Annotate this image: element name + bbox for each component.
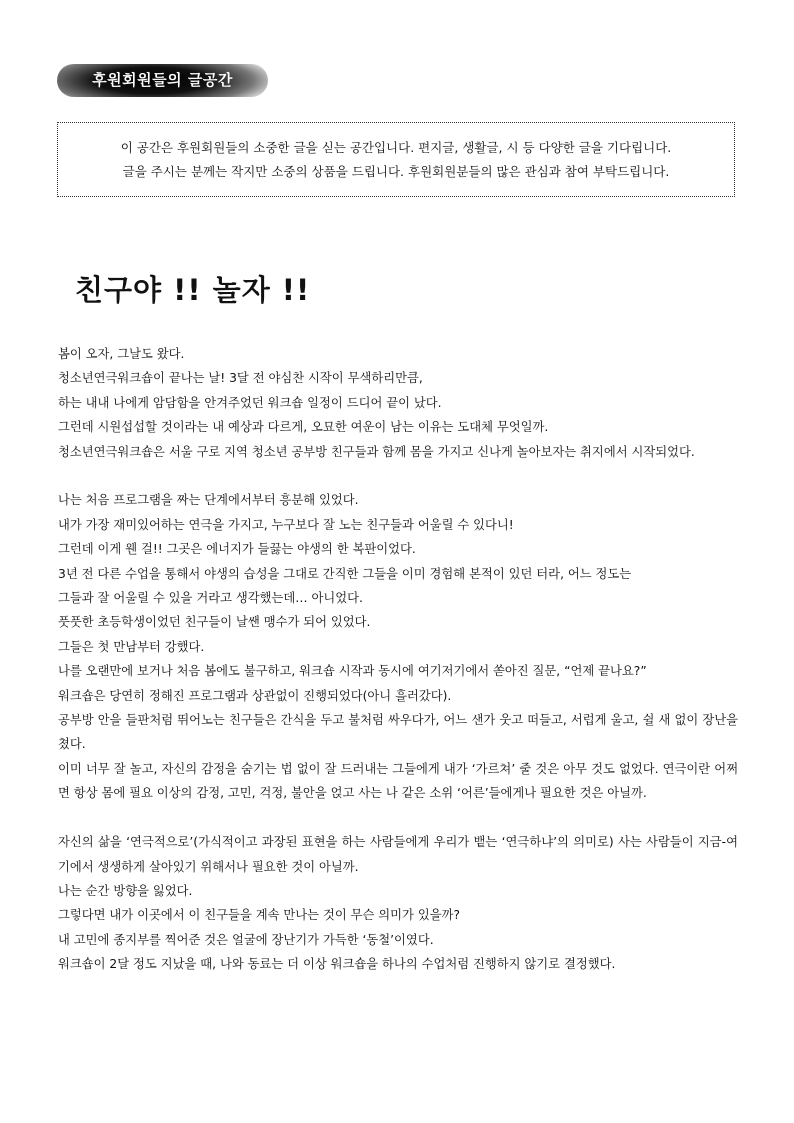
body-line: 그들과 잘 어울릴 수 있을 거라고 생각했는데… 아니었다. bbox=[58, 591, 363, 606]
section-title-badge: 후원회원들의 글공간 bbox=[57, 64, 268, 97]
body-line: 워크숍이 2달 정도 지났을 때, 나와 동료는 더 이상 워크숍을 하나의 수업처럼 진행하지 않기로 결정했다. bbox=[58, 957, 616, 972]
body-line: 풋풋한 초등학생이었던 친구들이 날쌘 맹수가 되어 있었다. bbox=[58, 615, 371, 630]
body-line: 나를 오랜만에 보거나 처음 봄에도 불구하고, 워크숍 시작과 동시에 여기저기에서 쏟아진 질문, “언제 끝나요?” bbox=[58, 664, 647, 679]
article-body bbox=[58, 342, 738, 977]
body-line: 자신의 삶을 ‘연극적으로’(가식적이고 과장된 표현을 하는 사람들에게 우리가 뱉는 ‘연극하냐’의 의미로) 사는 사람들이 지금-여기에서 생생하게 살아있기 위해서나 필요한 것이 아닐까. bbox=[58, 835, 738, 874]
body-line: 내 고민에 종지부를 찍어준 것은 얼굴에 장난기가 가득한 ‘동철’이였다. bbox=[58, 932, 434, 947]
intro-box bbox=[57, 122, 735, 197]
body-line: 워크숍은 당연히 정해진 프로그램과 상관없이 진행되었다(아니 흘러갔다). bbox=[58, 688, 452, 703]
body-line: 그런데 시원섭섭할 것이라는 내 예상과 다르게, 오묘한 여운이 남는 이유는 도대체 무엇일까. bbox=[58, 420, 549, 435]
body-line: 나는 처음 프로그램을 짜는 단계에서부터 흥분해 있었다. bbox=[58, 493, 359, 508]
body-line: 봄이 오자, 그날도 왔다. bbox=[58, 347, 185, 361]
body-line: 그렇다면 내가 이곳에서 이 친구들을 계속 만나는 것이 무슨 의미가 있을까? bbox=[58, 908, 460, 923]
article-title: 친구야 !! 놀자 !! bbox=[75, 273, 311, 307]
body-line: 하는 내내 나에게 암담함을 안겨주었던 워크숍 일정이 드디어 끝이 났다. bbox=[58, 395, 442, 410]
intro-line: 글을 주시는 분께는 작지만 소중의 상품을 드립니다. 후원회원분들의 많은 관심과 참여 부탁드립니다. bbox=[122, 164, 670, 179]
paragraph-gap bbox=[58, 806, 738, 830]
body-line: 나는 순간 방향을 잃었다. bbox=[58, 883, 193, 898]
body-line: 3년 전 다른 수업을 통해서 야생의 습성을 그대로 간직한 그들을 이미 경험해 본적이 있던 터라, 어느 정도는 bbox=[58, 566, 632, 581]
body-line: 내가 가장 재미있어하는 연극을 가지고, 누구보다 잘 노는 친구들과 어울릴 수 있다니! bbox=[58, 517, 514, 532]
body-line: 이미 너무 잘 놀고, 자신의 감정을 숨기는 법 없이 잘 드러내는 그들에게 내가 ‘가르쳐’ 줄 것은 아무 것도 없었다. 연극이란 어쩌면 항상 몸에 필요 이상의 감정, 고민, 걱정, 불안을 얹고 사는 나 같은 소위 ‘어른’들에게나 필요한 것은 아닐까. bbox=[58, 761, 738, 801]
intro-line: 이 공간은 후원회원들의 소중한 글을 싣는 공간입니다. 편지글, 생활글, 시 등 다양한 글을 기다립니다. bbox=[120, 140, 672, 155]
paragraph-gap bbox=[58, 464, 738, 488]
body-line: 그들은 첫 만남부터 강했다. bbox=[58, 639, 205, 654]
body-line: 공부방 안을 들판처럼 뛰어노는 친구들은 간식을 두고 불처럼 싸우다가, 어느 샌가 웃고 떠들고, 서럽게 울고, 쉴 새 없이 장난을 쳤다. bbox=[58, 713, 738, 752]
body-line: 청소년연극워크숍은 서울 구로 지역 청소년 공부방 친구들과 함께 몸을 가지고 신나게 놀아보자는 취지에서 시작되었다. bbox=[58, 444, 695, 459]
body-line: 청소년연극워크숍이 끝나는 날! 3달 전 야심찬 시작이 무색하리만큼, bbox=[58, 371, 423, 386]
body-line: 그런데 이게 웬 걸!! 그곳은 에너지가 들끓는 야생의 한 복판이었다. bbox=[58, 542, 416, 557]
